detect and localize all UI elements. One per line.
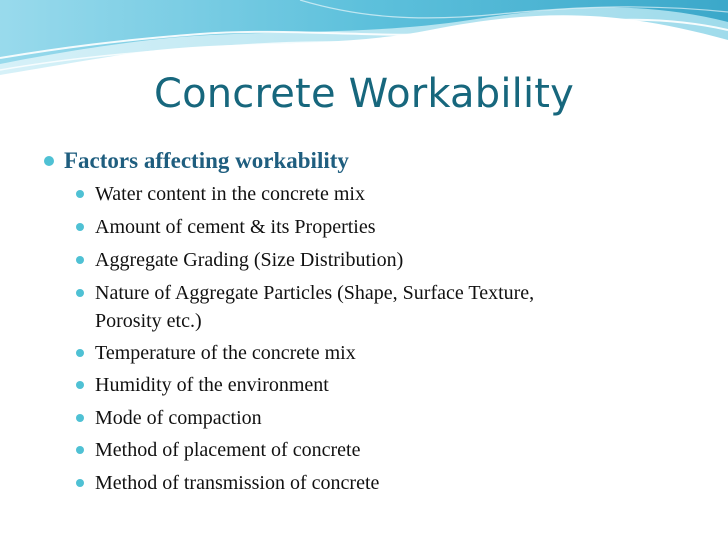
list-item-text: Method of transmission of concrete xyxy=(95,472,380,494)
list-item-text: Mode of compaction xyxy=(95,407,262,429)
bullet-icon xyxy=(76,479,84,487)
slide-title: Concrete Workability xyxy=(153,71,575,117)
bullet-icon xyxy=(76,190,84,198)
list-item-text: Aggregate Grading (Size Distribution) xyxy=(95,249,404,271)
list-item-text: Method of placement of concrete xyxy=(95,439,361,461)
bullet-icon xyxy=(76,446,84,454)
list-item-text: Nature of Aggregate Particles (Shape, Surface Texture, xyxy=(95,282,535,304)
bullet-icon xyxy=(76,256,84,264)
bullet-icon xyxy=(76,414,84,422)
bullet-icon xyxy=(76,223,84,231)
bullet-level1-text: Factors affecting workability xyxy=(64,148,349,173)
list-item-text-line2: Porosity etc.) xyxy=(95,310,202,332)
bullet-icon xyxy=(44,156,54,166)
list-item-text: Temperature of the concrete mix xyxy=(95,342,356,364)
bullet-icon xyxy=(76,381,84,389)
list-item-text: Amount of cement & its Properties xyxy=(95,216,376,238)
bullet-icon xyxy=(76,289,84,297)
list-item-text: Humidity of the environment xyxy=(95,374,329,396)
list-item-text: Water content in the concrete mix xyxy=(95,183,365,205)
bullet-icon xyxy=(76,349,84,357)
